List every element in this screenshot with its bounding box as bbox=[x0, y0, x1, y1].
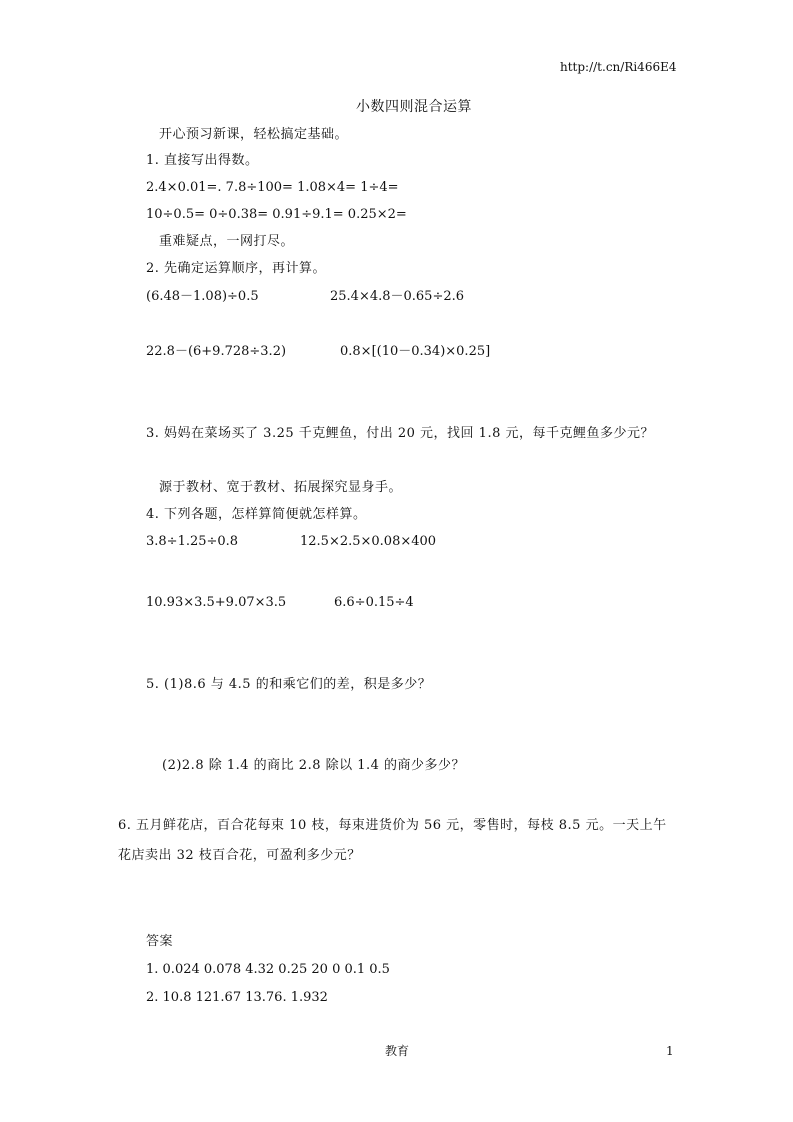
question-1-label: 1. 直接写出得数。 bbox=[146, 153, 259, 168]
answers-line-2: 2. 10.8 121.67 13.76. 1.932 bbox=[146, 990, 328, 1005]
question-5-part-1: 5. (1)8.6 与 4.5 的和乘它们的差，积是多少？ bbox=[146, 677, 432, 692]
question-1-row-1: 2.4×0.01=. 7.8÷100= 1.08×4= 1÷4= bbox=[146, 180, 399, 195]
question-4-expr-1: 3.8÷1.25÷0.8 bbox=[146, 534, 239, 549]
answers-line-1: 1. 0.024 0.078 4.32 0.25 20 0 0.1 0.5 bbox=[146, 962, 390, 977]
question-2-expr-4: 0.8×[(10－0.34)×0.25] bbox=[340, 344, 491, 359]
question-2-expr-1: (6.48－1.08)÷0.5 bbox=[146, 289, 259, 304]
question-2-label: 2. 先确定运算顺序，再计算。 bbox=[146, 261, 327, 276]
question-4-expr-3: 10.93×3.5+9.07×3.5 bbox=[146, 595, 287, 610]
question-4-label: 4. 下列各题，怎样算简便就怎样算。 bbox=[146, 507, 367, 522]
question-4-expr-4: 6.6÷0.15÷4 bbox=[334, 595, 414, 610]
question-6-line-2: 花店卖出 32 枝百合花，可盈利多少元？ bbox=[118, 848, 361, 863]
footer-center-text: 教育 bbox=[385, 1044, 410, 1058]
page-title: 小数四则混合运算 bbox=[356, 99, 472, 115]
question-6-line-1: 6. 五月鲜花店，百合花每束 10 枝，每束进货价为 56 元，零售时，每枝 8.5 元。一天上午 bbox=[118, 818, 667, 833]
section-heading-difficulties: 重难疑点，一网打尽。 bbox=[159, 234, 295, 249]
section-heading-basics: 开心预习新课，轻松搞定基础。 bbox=[159, 127, 349, 142]
header-url: http://t.cn/Ri466E4 bbox=[560, 60, 677, 74]
question-1-row-2: 10÷0.5= 0÷0.38= 0.91÷9.1= 0.25×2= bbox=[146, 207, 407, 222]
answers-heading: 答案 bbox=[146, 934, 174, 949]
question-5-part-2: (2)2.8 除 1.4 的商比 2.8 除以 1.4 的商少多少？ bbox=[162, 758, 466, 773]
page-number: 1 bbox=[666, 1044, 674, 1058]
question-2-expr-2: 25.4×4.8－0.65÷2.6 bbox=[330, 289, 465, 304]
question-4-expr-2: 12.5×2.5×0.08×400 bbox=[300, 534, 437, 549]
section-heading-extension: 源于教材、宽于教材、拓展探究显身手。 bbox=[159, 480, 403, 495]
question-3-text: 3. 妈妈在菜场买了 3.25 千克鲤鱼，付出 20 元，找回 1.8 元，每千克鲤鱼多少元？ bbox=[146, 426, 654, 441]
question-2-expr-3: 22.8－(6+9.728÷3.2) bbox=[146, 344, 287, 359]
